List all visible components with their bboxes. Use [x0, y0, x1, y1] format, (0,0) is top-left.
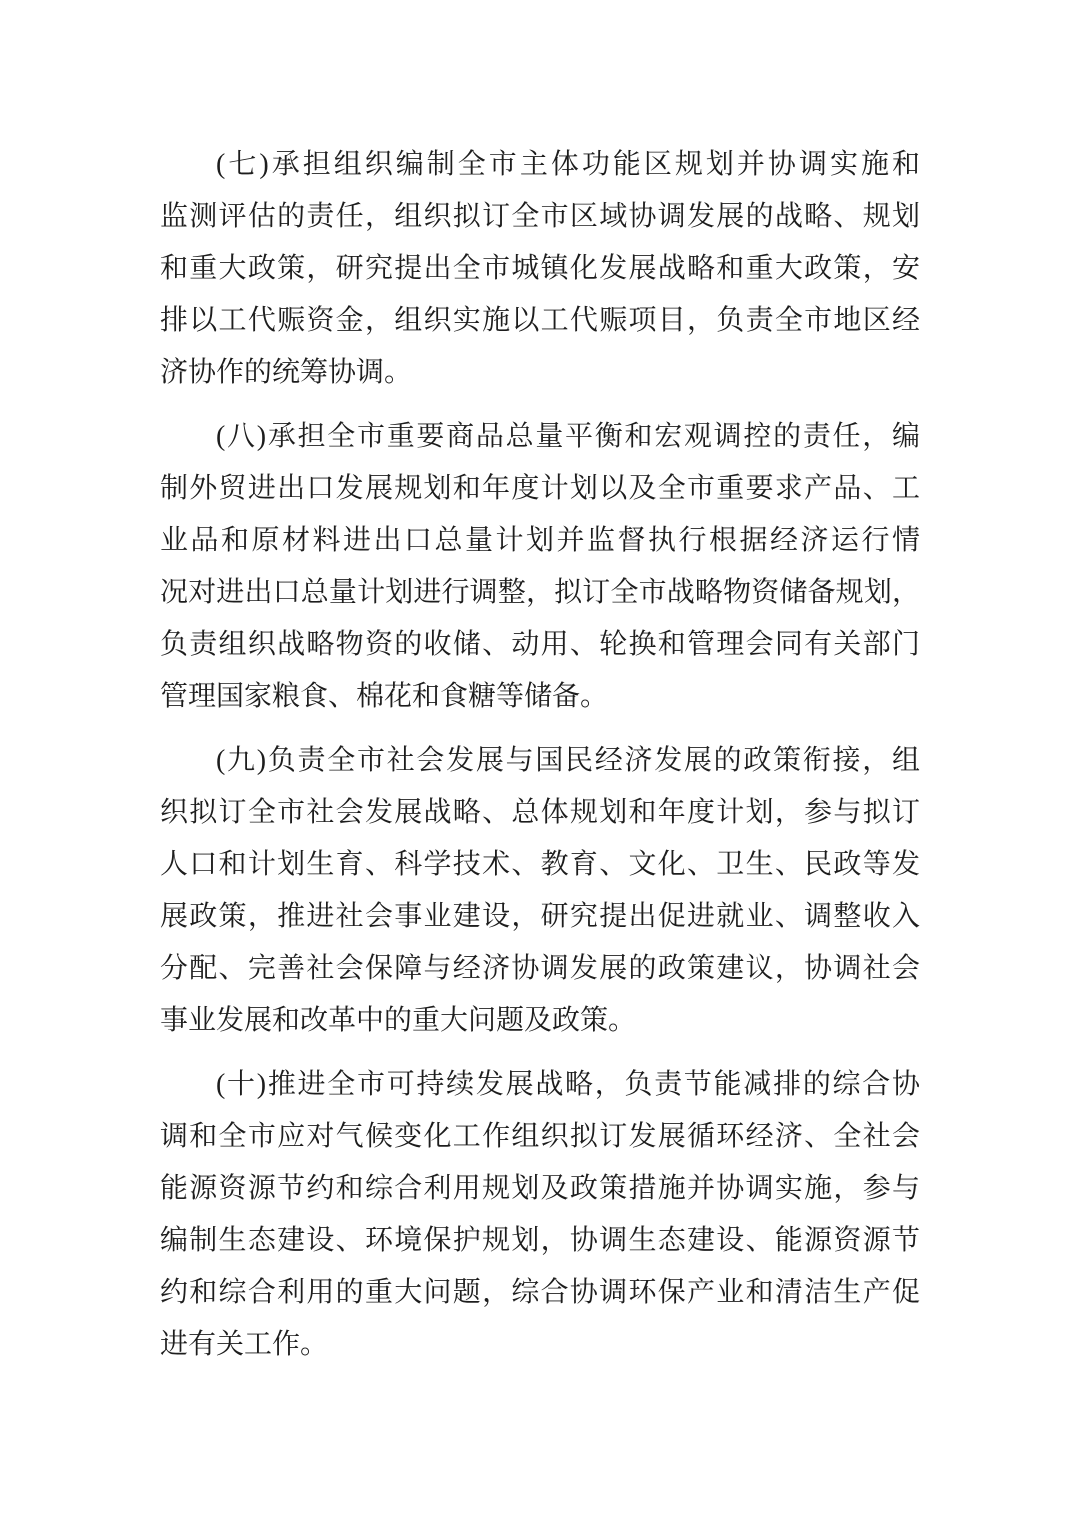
text-line: 能源资源节约和综合利用规划及政策措施并协调实施，参与: [160, 1173, 920, 1204]
text-line: 人口和计划生育、科学技术、教育、文化、卫生、民政等发: [160, 849, 920, 880]
paragraph-7: [160, 139, 920, 399]
text-line: 约和综合利用的重大问题，综合协调环保产业和清洁生产促: [160, 1277, 920, 1308]
text-line: 济协作的统筹协调。: [160, 357, 413, 388]
text-line: 负责组织战略物资的收储、动用、轮换和管理会同有关部门: [160, 629, 920, 660]
text-line: 编制生态建设、环境保护规划，协调生态建设、能源资源节: [160, 1225, 920, 1256]
text-line: 调和全市应对气候变化工作组织拟订发展循环经济、全社会: [160, 1121, 920, 1152]
document-body: [160, 139, 920, 1371]
text-line: 管理国家粮食、棉花和食糖等储备。: [160, 681, 609, 712]
text-line: 事业发展和改革中的重大问题及政策。: [160, 1005, 637, 1036]
text-line: 况对进出口总量计划进行调整，拟订全市战略物资储备规划，: [160, 577, 920, 608]
text-line: 排以工代赈资金，组织实施以工代赈项目，负责全市地区经: [160, 305, 920, 336]
text-line: (七)承担组织编制全市主体功能区规划并协调实施和: [216, 149, 920, 180]
text-line: (十)推进全市可持续发展战略，负责节能减排的综合协: [216, 1069, 920, 1100]
text-line: 展政策，推进社会事业建设，研究提出促进就业、调整收入: [160, 901, 920, 932]
text-line: 制外贸进出口发展规划和年度计划以及全市重要求产品、工: [160, 473, 920, 504]
text-line: (九)负责全市社会发展与国民经济发展的政策衔接，组: [216, 745, 920, 776]
text-line: 监测评估的责任，组织拟订全市区域协调发展的战略、规划: [160, 201, 920, 232]
text-line: (八)承担全市重要商品总量平衡和宏观调控的责任，编: [216, 421, 920, 452]
paragraph-10: [160, 1059, 920, 1371]
paragraph-9: [160, 735, 920, 1047]
text-line: 和重大政策，研究提出全市城镇化发展战略和重大政策，安: [160, 253, 920, 284]
paragraph-8: [160, 411, 920, 723]
text-line: 织拟订全市社会发展战略、总体规划和年度计划，参与拟订: [160, 797, 920, 828]
text-line: 进有关工作。: [160, 1329, 329, 1360]
text-line: 分配、完善社会保障与经济协调发展的政策建议，协调社会: [160, 953, 920, 984]
text-line: 业品和原材料进出口总量计划并监督执行根据经济运行情: [160, 525, 920, 556]
